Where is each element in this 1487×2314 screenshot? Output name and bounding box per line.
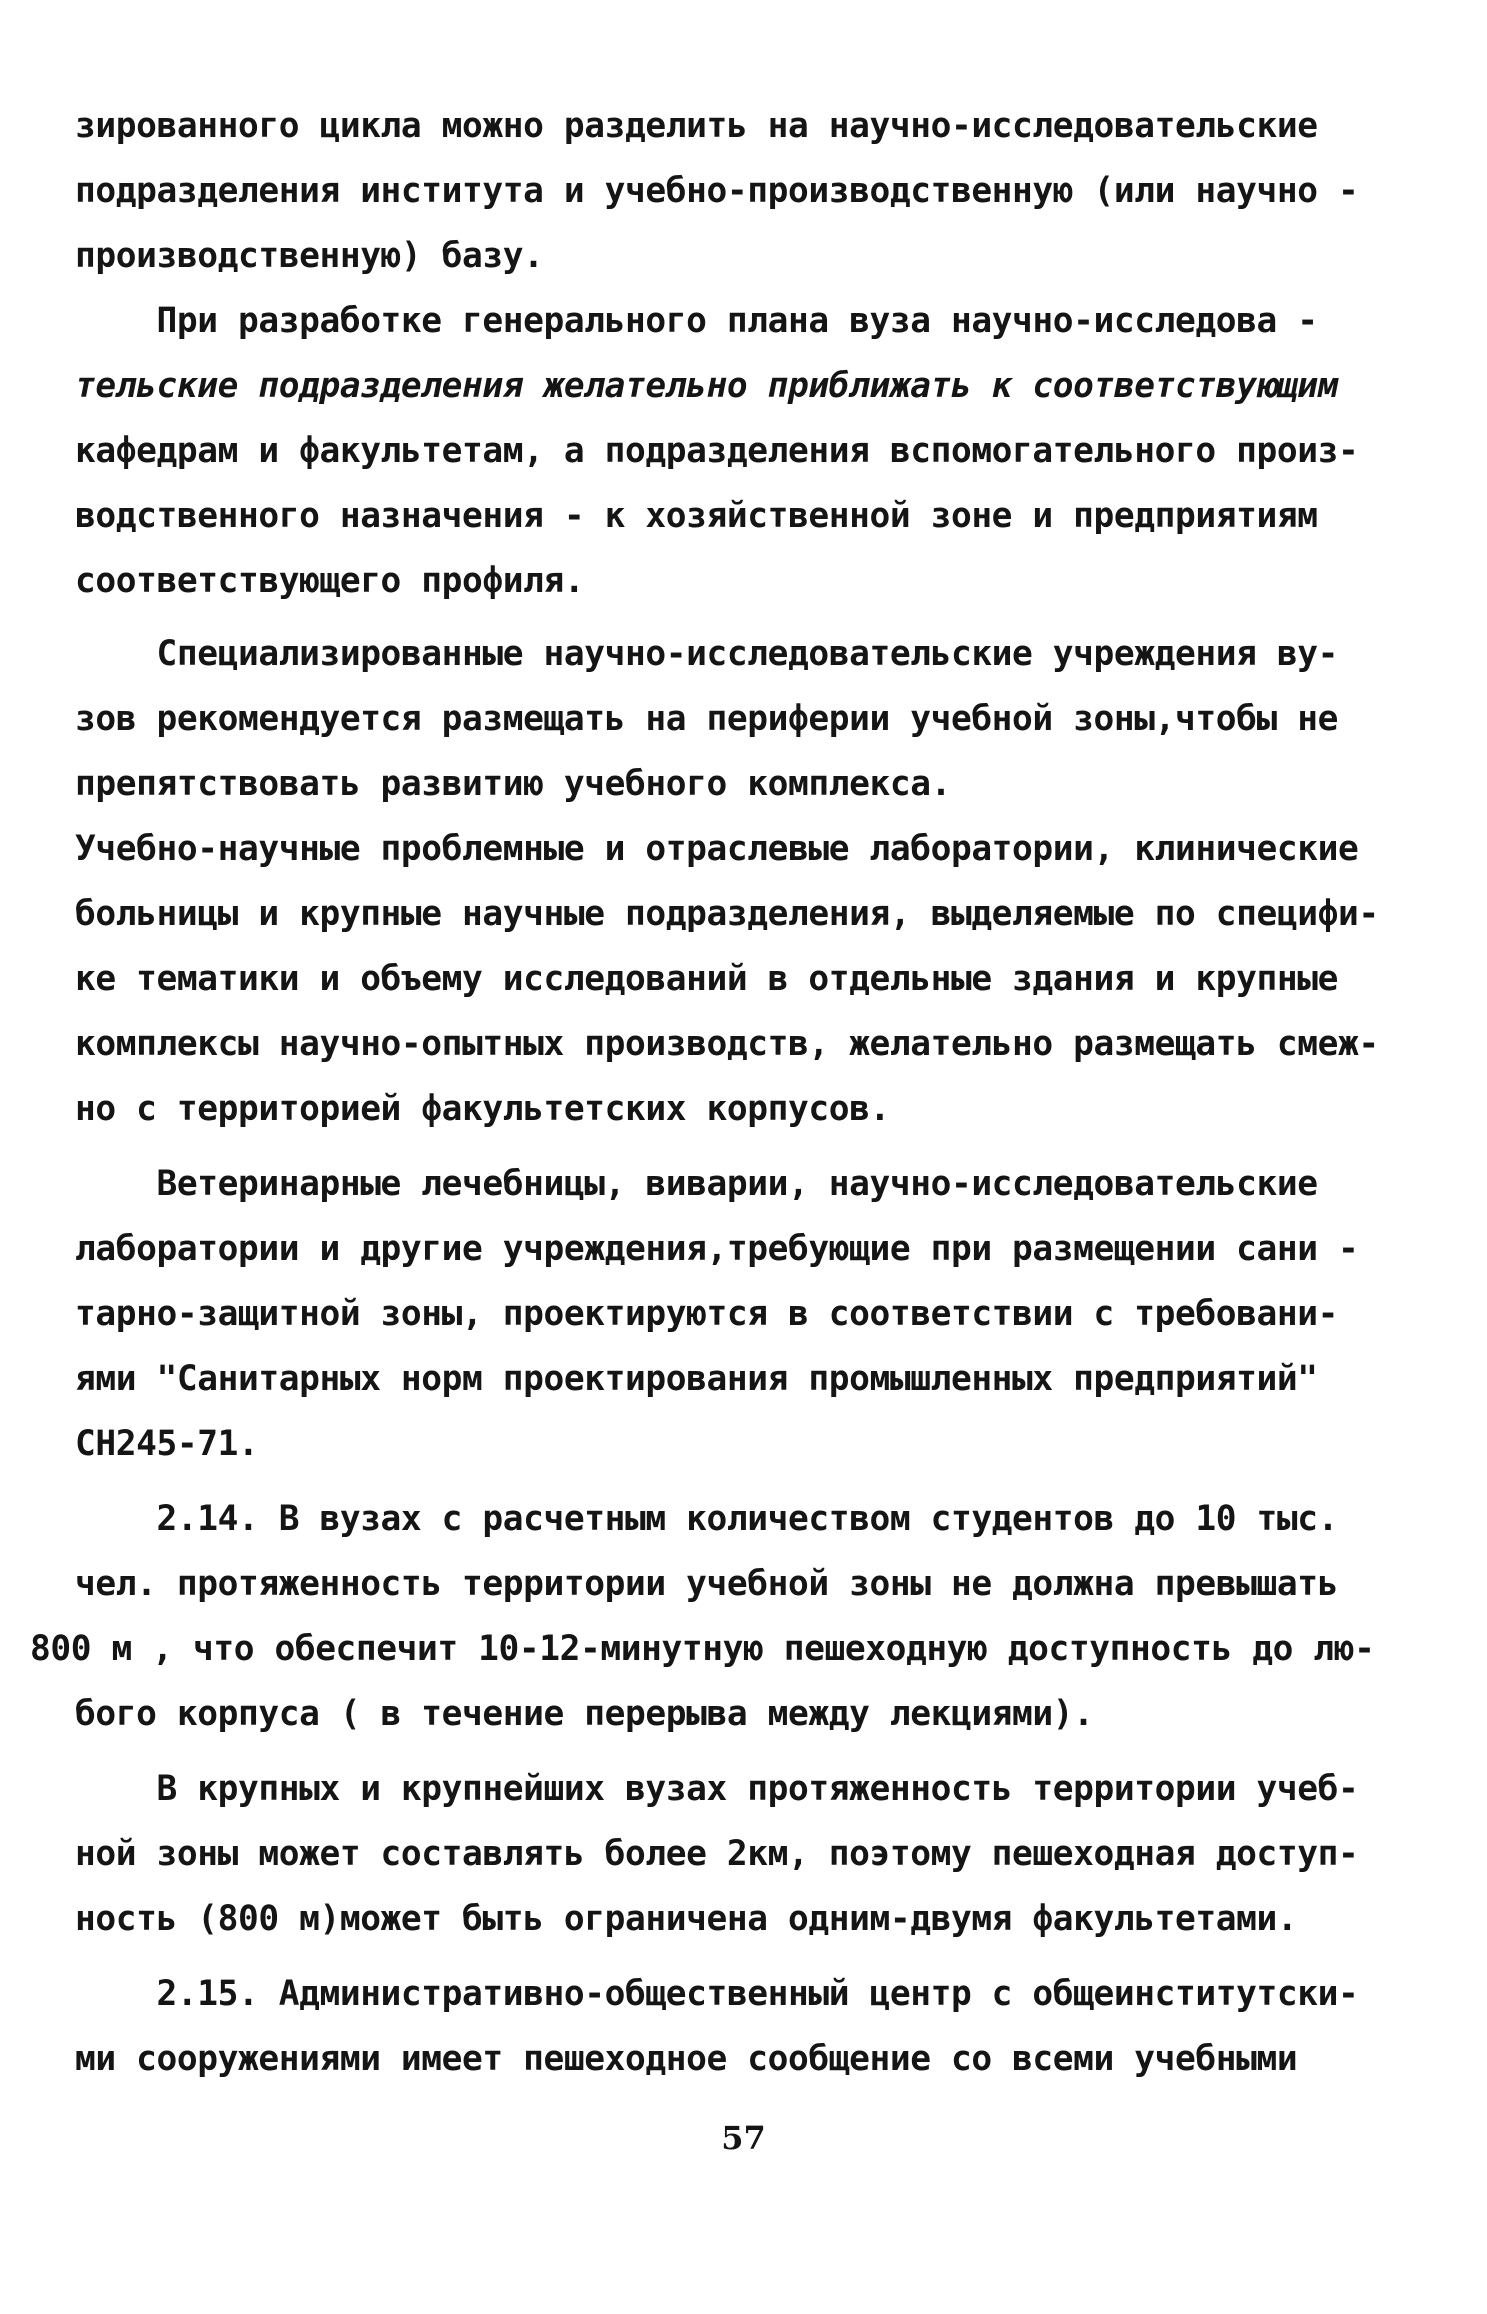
text-line: ность (800 м)может быть ограничена одним-двумя факультетами.: [75, 1899, 1298, 1939]
text-line: СН245-71.: [75, 1424, 259, 1464]
text-line: но с территорией факультетских корпусов.: [75, 1089, 890, 1129]
text-line: больницы и крупные научные подразделения, выделяемые по специфи-: [75, 894, 1379, 934]
text-line: тарно-защитной зоны, проектируются в соответствии с требовани-: [75, 1294, 1338, 1334]
text-line: комплексы научно-опытных производств, желательно размещать смеж-: [75, 1024, 1379, 1064]
text-line: Ветеринарные лечебницы, виварии, научно-исследовательские: [75, 1164, 1318, 1204]
text-line: В крупных и крупнейших вузах протяженность территории учеб-: [75, 1769, 1359, 1809]
text-line: Учебно-научные проблемные и отраслевые лаборатории, клинические: [75, 829, 1359, 869]
text-line: производственную) базу.: [75, 236, 544, 276]
text-line: 2.14. В вузах с расчетным количеством студентов до 10 тыс.: [75, 1499, 1338, 1539]
text-line: ке тематики и объему исследований в отдельные здания и крупные: [75, 959, 1338, 999]
text-line: зов рекомендуется размещать на периферии учебной зоны,чтобы не: [75, 699, 1338, 739]
text-line: препятствовать развитию учебного комплекса.: [75, 764, 951, 804]
text-line: 800 м , что обеспечит 10-12-минутную пешеходную доступность до лю-: [30, 1629, 1375, 1669]
text-line: ной зоны может составлять более 2км, поэтому пешеходная доступ-: [75, 1834, 1359, 1874]
text-line: кафедрам и факультетам, а подразделения вспомогательного произ-: [75, 431, 1359, 471]
text-line: Специализированные научно-исследовательские учреждения ву-: [75, 634, 1338, 674]
text-line: ми сооружениями имеет пешеходное сообщение со всеми учебными: [75, 2039, 1298, 2079]
text-line: подразделения института и учебно-производственную (или научно -: [75, 171, 1359, 211]
text-line: соответствующего профиля.: [75, 561, 585, 601]
text-line: водственного назначения - к хозяйственной зоне и предприятиям: [75, 496, 1318, 536]
text-line: зированного цикла можно разделить на научно-исследовательские: [75, 106, 1318, 146]
text-line: 2.15. Административно-общественный центр с общеинститутски-: [75, 1974, 1359, 2014]
text-line: тельские подразделения желательно приближать к соответствующим: [75, 366, 1338, 406]
text-line: бого корпуса ( в течение перерыва между лекциями).: [75, 1694, 1094, 1734]
text-line: чел. протяженность территории учебной зоны не должна превышать: [75, 1564, 1338, 1604]
page-number: 57: [721, 2119, 766, 2157]
text-line: ями "Санитарных норм проектирования промышленных предприятий": [75, 1359, 1318, 1399]
text-line: лаборатории и другие учреждения,требующие при размещении сани -: [75, 1229, 1359, 1269]
text-line: При разработке генерального плана вуза научно-исследова -: [75, 301, 1318, 341]
